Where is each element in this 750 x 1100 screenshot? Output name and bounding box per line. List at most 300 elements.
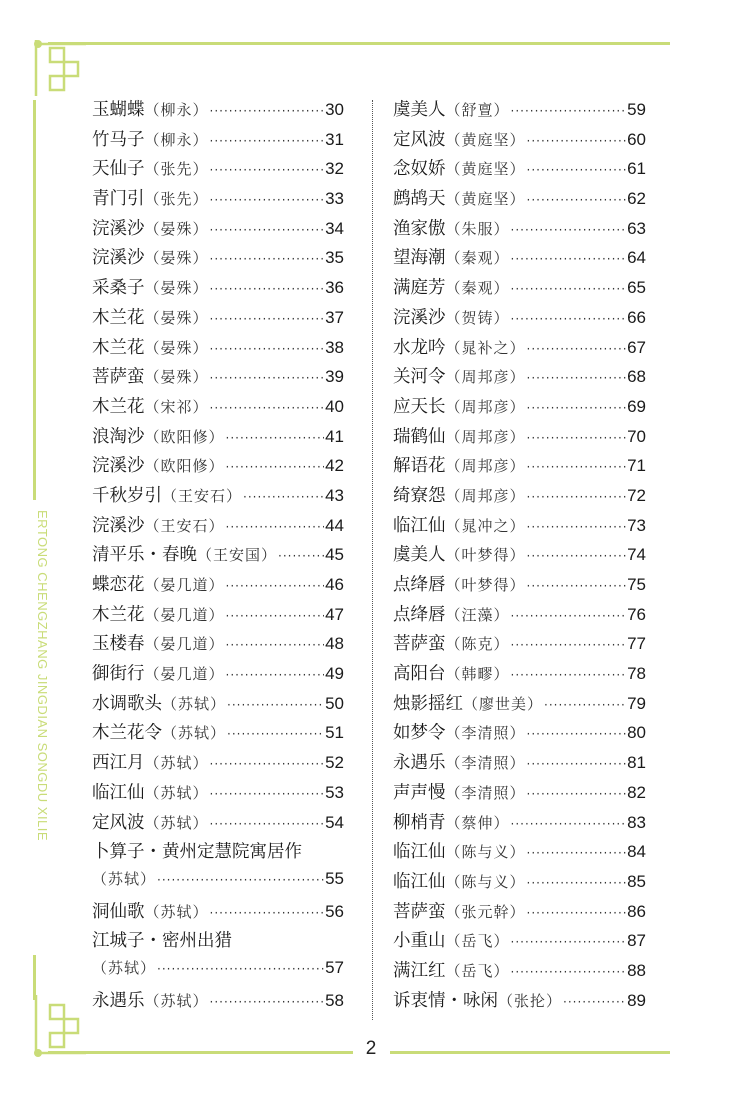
entry-title: 鹧鸪天: [393, 189, 446, 210]
entry-title: 蝶恋花: [92, 575, 145, 595]
dot-leader: [210, 223, 325, 237]
entry-title: 浣溪沙: [92, 515, 145, 536]
entry-page-number: 85: [627, 871, 646, 891]
toc-entry[interactable]: [393, 126, 646, 156]
entry-page-number: 80: [627, 723, 646, 743]
column-divider: [372, 100, 373, 1020]
entry-title: 浪淘沙: [92, 426, 145, 447]
entry-page-number: 43: [325, 485, 344, 505]
toc-entry[interactable]: [92, 96, 344, 126]
entry-title: 柳梢青: [393, 812, 446, 833]
dot-leader: [544, 698, 626, 712]
toc-entry[interactable]: [393, 898, 646, 928]
entry-author: （晁冲之）: [445, 516, 526, 535]
entry-page-number: 77: [627, 634, 646, 654]
toc-entry[interactable]: [393, 838, 646, 868]
toc-entry[interactable]: [92, 779, 344, 809]
entry-title: 点绛唇: [393, 575, 446, 595]
entry-page-number: 81: [627, 753, 646, 773]
dot-leader: [527, 193, 627, 207]
entry-title: 绮寮怨: [393, 485, 446, 506]
entry-author: （苏轼）: [144, 783, 209, 802]
entry-title: 木兰花: [92, 337, 145, 358]
entry-page-number: 31: [325, 129, 344, 149]
toc-entry[interactable]: [393, 868, 646, 898]
entry-title: 水龙吟: [393, 337, 446, 358]
dot-leader: [210, 282, 325, 296]
dot-leader: [210, 104, 325, 118]
toc-entry[interactable]: [92, 630, 344, 660]
entry-title: 菩萨蛮: [393, 634, 446, 655]
entry-title: 高阳台: [393, 664, 446, 685]
entry-page-number: 70: [627, 426, 646, 446]
toc-entry[interactable]: [393, 749, 646, 779]
toc-entry[interactable]: [92, 749, 344, 779]
toc-entry[interactable]: [393, 482, 646, 512]
entry-page-number: 32: [325, 159, 344, 179]
entry-page-number: 69: [627, 396, 646, 416]
dot-leader: [527, 876, 627, 890]
entry-title: 水调歌头: [92, 693, 162, 714]
entry-page-number: 59: [627, 100, 646, 119]
entry-title: 如梦令: [393, 723, 446, 744]
page-number: 2: [365, 1038, 377, 1059]
entry-author: （晏几道）: [144, 605, 225, 624]
entry-page-number: 49: [325, 664, 344, 684]
toc-entry[interactable]: [393, 719, 646, 749]
entry-author: （陈克）: [445, 635, 510, 654]
entry-author: （岳飞）: [445, 932, 510, 951]
entry-page-number: 55: [325, 868, 344, 888]
entry-page-number: 58: [325, 990, 344, 1010]
entry-title: 定风波: [393, 129, 446, 150]
toc-entry[interactable]: [393, 393, 646, 423]
toc-entry[interactable]: [92, 363, 344, 393]
toc-entry[interactable]: [393, 630, 646, 660]
entry-title: 虞美人: [393, 545, 446, 566]
entry-author: （苏轼）: [92, 869, 157, 888]
entry-title: 定风波: [92, 812, 145, 833]
dot-leader: [511, 312, 627, 326]
entry-page-number: 66: [627, 307, 646, 327]
entry-page-number: 50: [325, 693, 344, 713]
entry-title: 玉楼春: [92, 634, 145, 655]
entry-author: （叶梦得）: [445, 546, 526, 565]
entry-title: 烛影摇红: [393, 693, 463, 714]
entry-author: （晏殊）: [144, 249, 209, 268]
entry-page-number: 74: [627, 545, 646, 565]
dot-leader: [226, 431, 325, 445]
dot-leader: [527, 431, 627, 445]
entry-author: （周邦彦）: [445, 427, 526, 446]
dot-leader: [511, 223, 627, 237]
entry-title: 浣溪沙: [92, 218, 145, 239]
entry-page-number: 35: [325, 248, 344, 268]
toc-column-right: [393, 96, 646, 1016]
entry-author: （黄庭坚）: [445, 130, 526, 149]
dot-leader: [226, 609, 325, 623]
left-border-rule-lower: [33, 955, 36, 1000]
entry-title: 关河令: [393, 367, 446, 388]
entry-title: 菩萨蛮: [92, 367, 145, 388]
dot-leader: [210, 906, 325, 920]
entry-author: （李清照）: [445, 754, 526, 773]
dot-leader: [210, 342, 325, 356]
toc-entry[interactable]: [92, 185, 344, 215]
entry-author: （柳永）: [144, 101, 209, 119]
entry-author: （苏轼）: [162, 724, 227, 743]
dot-leader: [226, 638, 325, 652]
entry-author: （张抡）: [498, 991, 563, 1010]
toc-entry[interactable]: [92, 690, 344, 720]
entry-title: 应天长: [393, 396, 446, 417]
dot-leader: [226, 579, 325, 593]
entry-title: 望海潮: [393, 248, 446, 269]
entry-page-number: 63: [627, 218, 646, 238]
entry-author: （晁补之）: [445, 338, 526, 357]
entry-page-number: 36: [325, 278, 344, 298]
entry-author: （晏殊）: [144, 368, 209, 387]
entry-page-number: 41: [325, 426, 344, 446]
entry-author: （晏几道）: [144, 576, 225, 594]
entry-title: 渔家傲: [393, 218, 446, 239]
entry-title: 卜算子・黄州定慧院寓居作: [92, 842, 302, 863]
entry-author: （晏几道）: [144, 665, 225, 684]
toc-entry[interactable]: [92, 838, 344, 868]
entry-title: 诉衷情・咏闲: [393, 990, 498, 1011]
entry-author: （叶梦得）: [445, 576, 526, 594]
entry-author: （晏殊）: [144, 279, 209, 298]
entry-page-number: 51: [325, 723, 344, 743]
toc-entry[interactable]: [393, 601, 646, 631]
toc-entry[interactable]: [92, 571, 344, 601]
entry-title: 解语花: [393, 456, 446, 477]
dot-leader: [511, 638, 627, 652]
entry-author: （廖世美）: [463, 694, 544, 713]
dot-leader: [527, 371, 627, 385]
entry-author: （李清照）: [445, 783, 526, 802]
entry-title: 竹马子: [92, 129, 145, 150]
toc-entry[interactable]: [92, 898, 344, 928]
entry-page-number: 76: [627, 604, 646, 624]
entry-page-number: 34: [325, 218, 344, 238]
entry-page-number: 79: [627, 693, 646, 713]
entry-page-number: 88: [627, 960, 646, 980]
entry-page-number: 45: [325, 545, 344, 565]
toc-entry[interactable]: [393, 244, 646, 274]
entry-title: 瑞鹤仙: [393, 426, 446, 447]
dot-leader: [527, 579, 627, 593]
entry-author: （贺铸）: [445, 308, 510, 327]
toc-entry[interactable]: [92, 660, 344, 690]
entry-author: （王安石）: [144, 516, 225, 535]
toc-entry[interactable]: [92, 274, 344, 304]
dot-leader: [157, 873, 324, 887]
entry-author: （舒亶）: [445, 101, 510, 119]
dot-leader: [563, 995, 626, 1009]
dot-leader: [210, 817, 325, 831]
entry-title: 千秋岁引: [92, 485, 162, 506]
dot-leader: [226, 460, 325, 474]
toc-entry[interactable]: [393, 541, 646, 571]
entry-author: （王安国）: [197, 546, 278, 565]
dot-leader: [210, 401, 325, 415]
toc-entry[interactable]: [393, 155, 646, 185]
toc-entry[interactable]: [92, 512, 344, 542]
entry-page-number: 64: [627, 248, 646, 268]
dot-leader: [527, 460, 627, 474]
dot-leader: [210, 134, 325, 148]
toc-entry[interactable]: [92, 126, 344, 156]
toc-entry[interactable]: [92, 987, 344, 1017]
entry-title: 木兰花: [92, 396, 145, 417]
toc-entry[interactable]: [92, 393, 344, 423]
entry-author: （朱服）: [445, 219, 510, 238]
entry-title: 江城子・密州出猎: [92, 931, 232, 952]
entry-title: 临江仙: [92, 782, 145, 803]
toc-entry[interactable]: [92, 452, 344, 482]
entry-author: （晏殊）: [144, 219, 209, 238]
entry-author: （苏轼）: [144, 902, 209, 921]
entry-author: （周邦彦）: [445, 368, 526, 387]
entry-author: （晏殊）: [144, 308, 209, 327]
entry-title: 浣溪沙: [92, 248, 145, 269]
toc-entry[interactable]: [393, 512, 646, 542]
dot-leader: [227, 727, 324, 741]
entry-page-number: 65: [627, 278, 646, 298]
entry-page-number: 56: [325, 901, 344, 921]
entry-page-number: 39: [325, 367, 344, 387]
entry-page-number: 54: [325, 812, 344, 832]
dot-leader: [511, 935, 627, 949]
entry-author: （岳飞）: [445, 961, 510, 980]
entry-page-number: 82: [627, 782, 646, 802]
entry-page-number: 37: [325, 307, 344, 327]
entry-page-number: 87: [627, 931, 646, 951]
entry-page-number: 40: [325, 396, 344, 416]
dot-leader: [210, 995, 325, 1009]
entry-page-number: 86: [627, 901, 646, 921]
toc-entry[interactable]: [92, 334, 344, 364]
entry-author: （张先）: [144, 190, 209, 209]
toc-entry[interactable]: [92, 809, 344, 839]
entry-author: （汪藻）: [445, 605, 510, 624]
entry-title: 临江仙: [393, 871, 446, 892]
toc-entry[interactable]: [92, 957, 344, 987]
toc-entry[interactable]: [393, 274, 646, 304]
entry-title: 满庭芳: [393, 278, 446, 299]
dot-leader: [527, 490, 627, 504]
entry-author: （蔡伸）: [445, 813, 510, 832]
entry-title: 木兰花: [92, 604, 145, 625]
dot-leader: [511, 104, 627, 118]
dot-leader: [527, 134, 627, 148]
entry-page-number: 47: [325, 604, 344, 624]
toc-entry[interactable]: [92, 868, 344, 898]
dot-leader: [527, 401, 627, 415]
toc-entry[interactable]: [393, 215, 646, 245]
entry-page-number: 46: [325, 575, 344, 594]
entry-author: （秦观）: [445, 249, 510, 268]
entry-page-number: 68: [627, 367, 646, 387]
left-border-rule-upper: [33, 100, 36, 500]
toc-entry[interactable]: [393, 363, 646, 393]
toc-entry[interactable]: [393, 660, 646, 690]
entry-page-number: 52: [325, 753, 344, 773]
toc-entry[interactable]: [92, 927, 344, 957]
entry-page-number: 60: [627, 129, 646, 149]
dot-leader: [527, 787, 627, 801]
entry-page-number: 62: [627, 189, 646, 209]
entry-title: 虞美人: [393, 100, 446, 120]
toc-entry[interactable]: [393, 423, 646, 453]
entry-title: 西江月: [92, 753, 145, 774]
entry-title: 临江仙: [393, 842, 446, 863]
entry-title: 满江红: [393, 960, 446, 981]
entry-page-number: 72: [627, 485, 646, 505]
entry-page-number: 61: [627, 159, 646, 179]
toc-entry[interactable]: [393, 927, 646, 957]
bottom-border-rule-left: [48, 1051, 353, 1054]
dot-leader: [527, 163, 627, 177]
dot-leader: [527, 906, 627, 920]
entry-title: 木兰花令: [92, 723, 162, 744]
toc-entry[interactable]: [393, 957, 646, 987]
corner-ornament-top-left: [30, 36, 92, 102]
toc-entry[interactable]: [393, 690, 646, 720]
entry-page-number: 89: [627, 990, 646, 1010]
entry-title: 青门引: [92, 189, 145, 210]
toc-entry[interactable]: [92, 304, 344, 334]
dot-leader: [278, 549, 324, 563]
dot-leader: [527, 846, 627, 860]
dot-leader: [210, 252, 325, 266]
entry-title: 御街行: [92, 664, 145, 685]
entry-title: 浣溪沙: [92, 456, 145, 477]
toc-entry[interactable]: [393, 304, 646, 334]
entry-page-number: 38: [325, 337, 344, 357]
toc-entry[interactable]: [393, 571, 646, 601]
entry-title: 永遇乐: [393, 753, 446, 774]
toc-entry[interactable]: [92, 215, 344, 245]
entry-title: 浣溪沙: [393, 307, 446, 328]
entry-page-number: 75: [627, 575, 646, 594]
entry-author: （欧阳修）: [144, 457, 225, 476]
entry-author: （苏轼）: [92, 958, 157, 977]
entry-page-number: 84: [627, 842, 646, 862]
toc-column-left: [92, 96, 344, 1016]
entry-author: （陈与义）: [445, 872, 526, 891]
entry-page-number: 67: [627, 337, 646, 357]
entry-author: （柳永）: [144, 130, 209, 149]
dot-leader: [243, 490, 324, 504]
toc-entry[interactable]: [92, 482, 344, 512]
entry-page-number: 30: [325, 100, 344, 119]
entry-page-number: 48: [325, 634, 344, 654]
dot-leader: [210, 757, 325, 771]
toc-entry[interactable]: [393, 809, 646, 839]
toc-entry[interactable]: [92, 244, 344, 274]
entry-author: （周邦彦）: [445, 397, 526, 416]
dot-leader: [226, 520, 325, 534]
toc-entry[interactable]: [92, 601, 344, 631]
entry-title: 声声慢: [393, 782, 446, 803]
entry-author: （张先）: [144, 160, 209, 179]
entry-title: 清平乐・春晚: [92, 545, 197, 566]
entry-page-number: 57: [325, 957, 344, 977]
entry-author: （苏轼）: [144, 813, 209, 832]
toc-entry[interactable]: [393, 452, 646, 482]
toc-entry[interactable]: [393, 779, 646, 809]
dot-leader: [511, 282, 627, 296]
dot-leader: [527, 757, 627, 771]
entry-page-number: 78: [627, 664, 646, 684]
entry-page-number: 71: [627, 456, 646, 476]
dot-leader: [511, 609, 627, 623]
toc-entry[interactable]: [393, 185, 646, 215]
entry-title: 小重山: [393, 931, 446, 952]
dot-leader: [511, 965, 627, 979]
dot-leader: [511, 668, 627, 682]
entry-title: 永遇乐: [92, 990, 145, 1011]
entry-author: （晏殊）: [144, 338, 209, 357]
toc-entry[interactable]: [393, 334, 646, 364]
entry-author: （周邦彦）: [445, 457, 526, 476]
entry-author: （周邦彦）: [445, 486, 526, 505]
dot-leader: [210, 787, 325, 801]
entry-author: （张元幹）: [445, 902, 526, 921]
toc-entry[interactable]: [393, 96, 646, 126]
entry-author: （韩疁）: [445, 665, 510, 684]
toc-entry[interactable]: [92, 155, 344, 185]
entry-page-number: 42: [325, 456, 344, 476]
dot-leader: [226, 668, 325, 682]
dot-leader: [527, 342, 627, 356]
toc-entry[interactable]: [92, 423, 344, 453]
dot-leader: [527, 520, 627, 534]
toc-entry[interactable]: [92, 541, 344, 571]
entry-author: （李清照）: [445, 724, 526, 743]
bottom-border-rule-right: [390, 1051, 670, 1054]
entry-page-number: 53: [325, 782, 344, 802]
entry-page-number: 83: [627, 812, 646, 832]
entry-title: 菩萨蛮: [393, 901, 446, 922]
entry-author: （秦观）: [445, 279, 510, 298]
entry-title: 洞仙歌: [92, 901, 145, 922]
entry-author: （黄庭坚）: [445, 190, 526, 209]
toc-entry[interactable]: [393, 987, 646, 1017]
dot-leader: [210, 163, 325, 177]
entry-author: （欧阳修）: [144, 427, 225, 446]
entry-author: （苏轼）: [162, 694, 227, 713]
entry-title: 天仙子: [92, 159, 145, 180]
dot-leader: [527, 549, 627, 563]
entry-page-number: 73: [627, 515, 646, 535]
entry-author: （黄庭坚）: [445, 160, 526, 179]
series-side-text: ERTONG CHENGZHANG JINGDIAN SONGDU XILIE: [35, 510, 50, 842]
entry-author: （苏轼）: [144, 754, 209, 773]
entry-title: 玉蝴蝶: [92, 100, 145, 120]
dot-leader: [210, 312, 325, 326]
dot-leader: [511, 252, 627, 266]
dot-leader: [527, 727, 627, 741]
entry-author: （晏几道）: [144, 635, 225, 654]
entry-page-number: 44: [325, 515, 344, 535]
entry-title: 木兰花: [92, 307, 145, 328]
entry-title: 采桑子: [92, 278, 145, 299]
entry-author: （王安石）: [162, 486, 243, 505]
toc-entry[interactable]: [92, 719, 344, 749]
